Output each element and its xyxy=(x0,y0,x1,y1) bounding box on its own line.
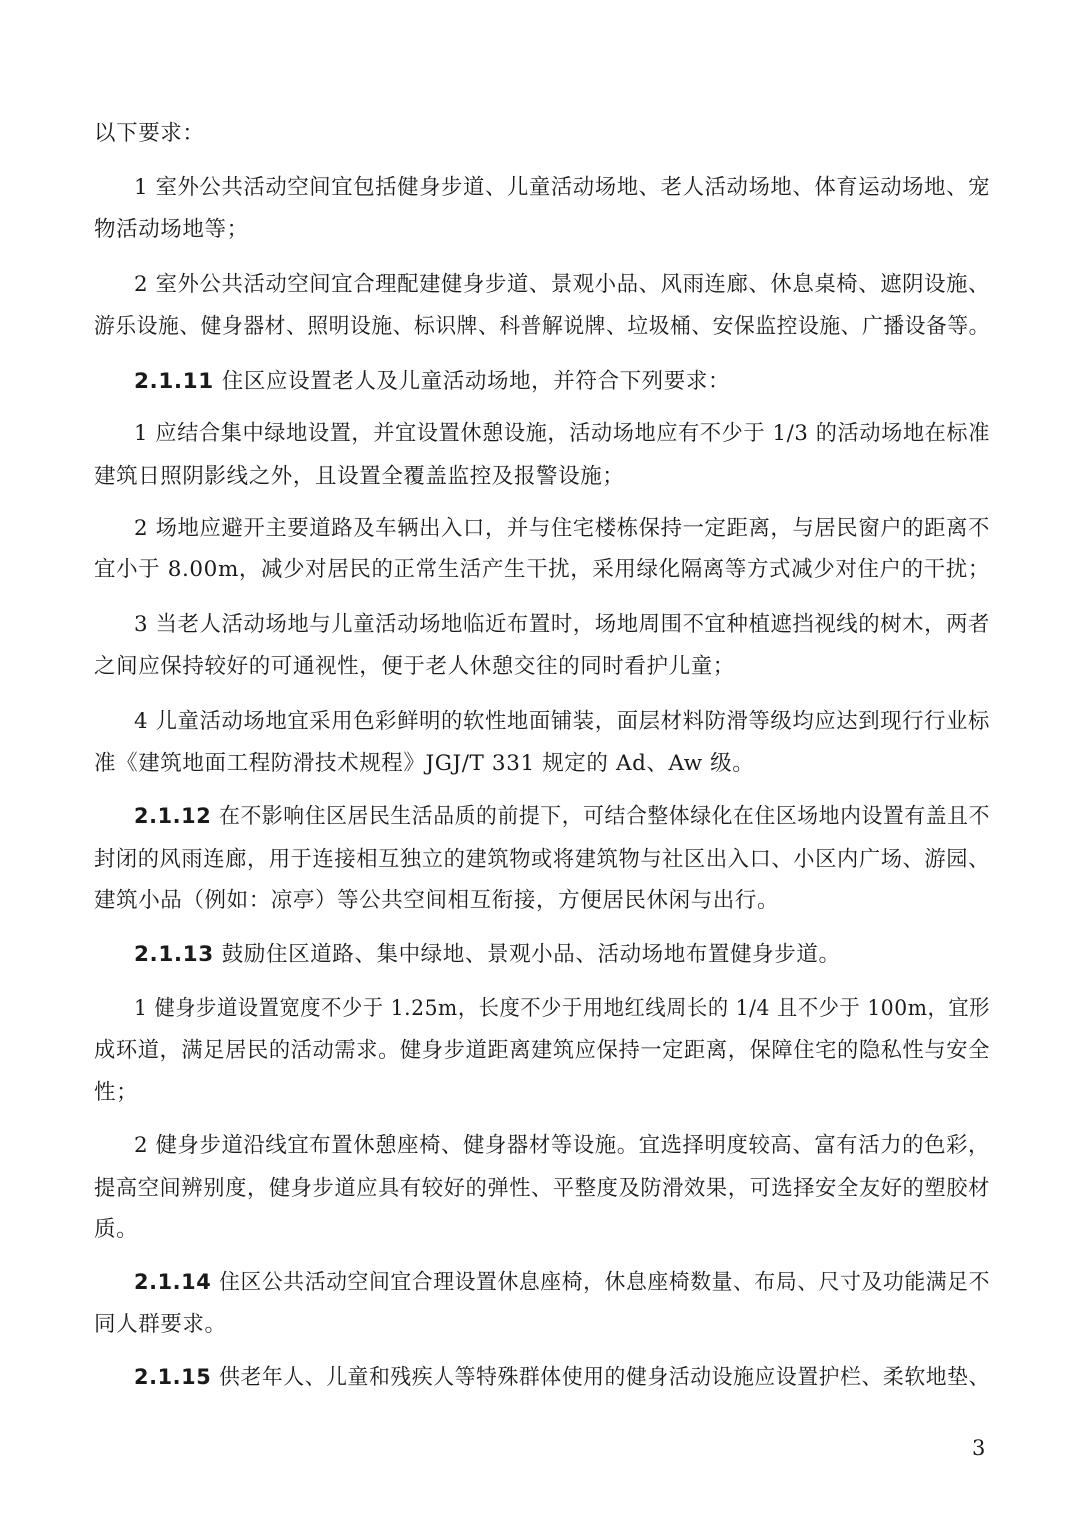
page-number: 3 xyxy=(972,1436,986,1460)
text-line: 物活动场地等； xyxy=(94,217,249,242)
clause-2-1-15: 2.1.15 供老年人、儿童和残疾人等特殊群体使用的健身活动设施应设置护栏、柔软地垫、 xyxy=(134,1365,991,1390)
clause-number: 2.1.14 xyxy=(134,1270,212,1295)
text-line: 建筑日照阴影线之外，且设置全覆盖监控及报警设施； xyxy=(94,464,625,489)
text-line: 同人群要求。 xyxy=(94,1312,227,1337)
text-line: 成环道，满足居民的活动需求。健身步道距离建筑应保持一定距离，保障住宅的隐私性与安全 xyxy=(94,1038,990,1063)
clause-2-1-13: 2.1.13 鼓励住区道路、集中绿地、景观小品、活动场地布置健身步道。 xyxy=(134,942,841,967)
clause-2-1-11: 2.1.11 住区应设置老人及儿童活动场地，并符合下列要求： xyxy=(134,369,731,394)
text-line: 2 健身步道沿线宜布置休憩座椅、健身器材等设施。宜选择明度较高、富有活力的色彩， xyxy=(134,1133,991,1158)
text-line: 3 当老人活动场地与儿童活动场地临近布置时，场地周围不宜种植遮挡视线的树木，两者 xyxy=(134,612,991,637)
text-line: 提高空间辨别度，健身步道应具有较好的弹性、平整度及防滑效果，可选择安全友好的塑胶材 xyxy=(94,1176,990,1201)
clause-2-1-12: 2.1.12 在不影响住区居民生活品质的前提下，可结合整体绿化在住区场地内设置有盖且不 xyxy=(134,804,991,829)
text-line: 4 儿童活动场地宜采用色彩鲜明的软性地面铺装，面层材料防滑等级均应达到现行行业标 xyxy=(134,709,991,734)
text-line: 2 室外公共活动空间宜合理配建健身步道、景观小品、风雨连廊、休息桌椅、遮阴设施、 xyxy=(134,272,991,297)
text-line: 游乐设施、健身器材、照明设施、标识牌、科普解说牌、垃圾桶、安保监控设施、广播设备等。 xyxy=(94,314,991,339)
text-line: 1 应结合集中绿地设置，并宜设置休憩设施，活动场地应有不少于 1/3 的活动场地在标准 xyxy=(134,421,990,446)
text-line: 2 场地应避开主要道路及车辆出入口，并与住宅楼栋保持一定距离，与居民窗户的距离不 xyxy=(134,516,991,541)
text-line: 之间应保持较好的可通视性，便于老人休憩交往的同时看护儿童； xyxy=(94,654,735,679)
clause-number: 2.1.15 xyxy=(134,1365,212,1390)
clause-number: 2.1.13 xyxy=(134,942,214,967)
text-line: 1 室外公共活动空间宜包括健身步道、儿童活动场地、老人活动场地、体育运动场地、宠 xyxy=(134,175,991,200)
text-line: 宜小于 8.00m，减少对居民的正常生活产生干扰，采用绿化隔离等方式减少对住户的干扰； xyxy=(94,557,990,582)
text-line: 准《建筑地面工程防滑技术规程》JGJ/T 331 规定的 Ad、Aw 级。 xyxy=(94,751,755,776)
clause-number: 2.1.11 xyxy=(134,369,214,394)
clause-2-1-14: 2.1.14 住区公共活动空间宜合理设置休息座椅，休息座椅数量、布局、尺寸及功能满足不 xyxy=(134,1270,991,1295)
text-line: 建筑小品（例如：凉亭）等公共空间相互衔接，方便居民休闲与出行。 xyxy=(94,888,780,913)
text-line: 性； xyxy=(94,1080,139,1105)
text-line: 以下要求： xyxy=(94,121,205,146)
text-line: 封闭的风雨连廊，用于连接相互独立的建筑物或将建筑物与社区出入口、小区内广场、游园、 xyxy=(94,847,990,872)
clause-number: 2.1.12 xyxy=(134,804,212,829)
text-line: 1 健身步道设置宽度不少于 1.25m，长度不少于用地红线周长的 1/4 且不少于 100m，宜形 xyxy=(134,996,991,1021)
text-line: 质。 xyxy=(94,1217,139,1242)
